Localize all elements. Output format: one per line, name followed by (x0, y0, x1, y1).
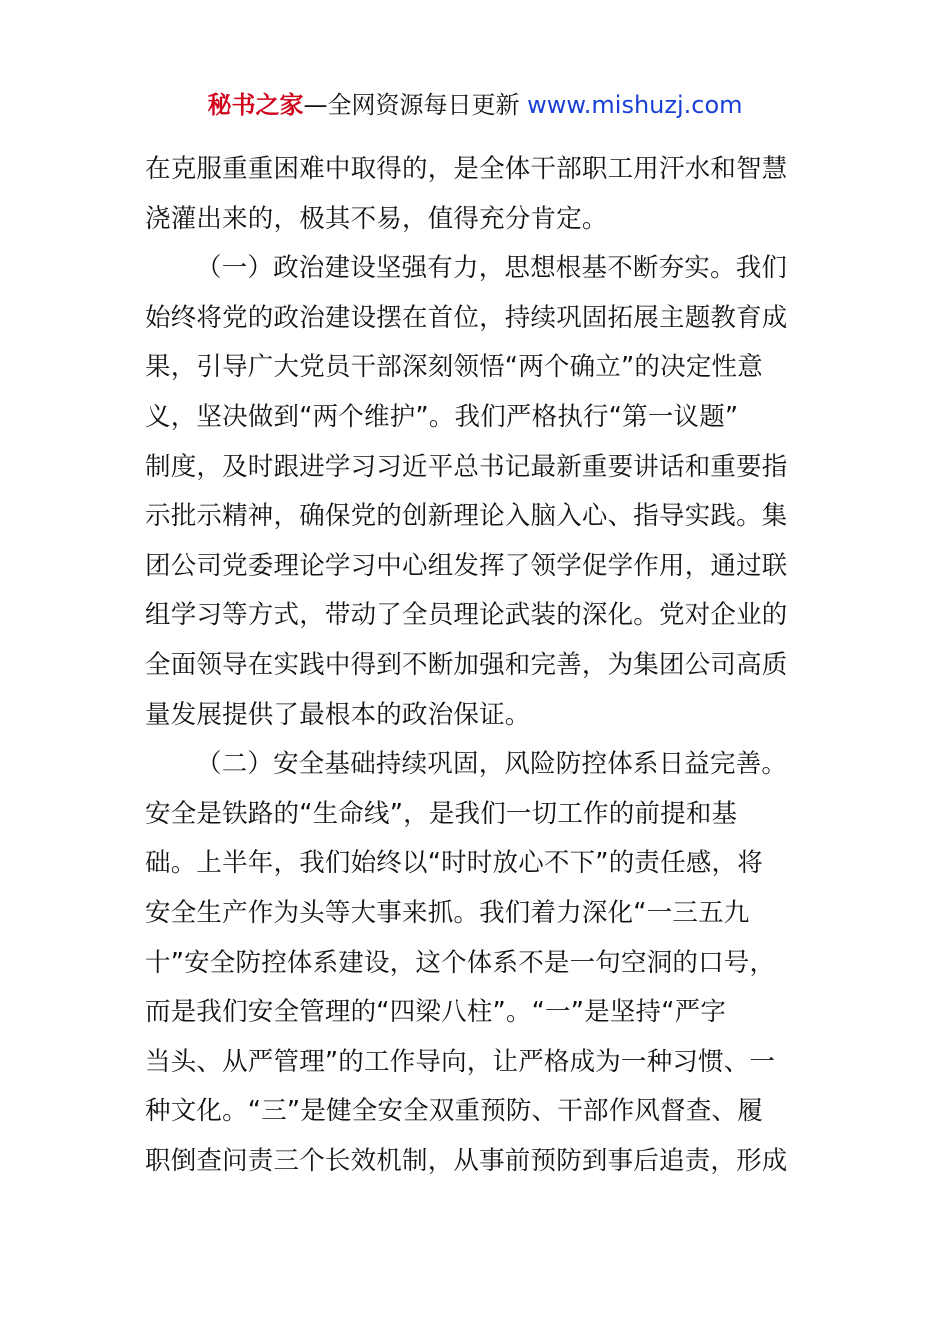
text-line: 安全生产作为头等大事来抓。我们着力深化“一三五九 (145, 897, 750, 928)
site-tagline: —全网资源每日更新 (303, 91, 528, 119)
text-line: 础。上半年，我们始终以“时时放心不下”的责任感，将 (145, 848, 763, 879)
section-heading-line: （二）安全基础持续巩固，风险防控体系日益完善。 (196, 749, 788, 780)
text-line: 职倒查问责三个长效机制，从事前预防到事后追责，形成 (145, 1145, 788, 1176)
text-line: 而是我们安全管理的“四梁八柱”。“一”是坚持“严字 (145, 997, 727, 1028)
text-line: 种文化。“三”是健全安全双重预防、干部作风督查、履 (145, 1096, 763, 1127)
text-line: 安全是铁路的“生命线”，是我们一切工作的前提和基 (145, 798, 738, 829)
text-line: 浇灌出来的，极其不易，值得充分肯定。 (145, 203, 608, 234)
text-line: 团公司党委理论学习中心组发挥了领学促学作用，通过联 (145, 550, 788, 581)
text-line: 量发展提供了最根本的政治保证。 (145, 699, 531, 730)
text-line: 制度，及时跟进学习习近平总书记最新重要讲话和重要指 (145, 451, 788, 482)
site-url-link[interactable]: www.mishuzj.com (527, 91, 743, 119)
text-line: 在克服重重困难中取得的，是全体干部职工用汗水和智慧 (145, 154, 788, 184)
text-line: 当头、从严管理”的工作导向，让严格成为一种习惯、一 (145, 1046, 776, 1077)
site-brand: 秘书之家 (207, 91, 304, 119)
text-line: 始终将党的政治建设摆在首位，持续巩固拓展主题教育成 (145, 302, 788, 333)
text-line: 义，坚决做到“两个维护”。我们严格执行“第一议题” (145, 401, 739, 432)
text-line: 组学习等方式，带动了全员理论武装的深化。党对企业的 (145, 600, 788, 631)
document-body (145, 145, 815, 1186)
section-heading-line: （一）政治建设坚强有力，思想根基不断夯实。我们 (196, 253, 788, 284)
text-line: 十”安全防控体系建设，这个体系不是一句空洞的口号， (145, 947, 776, 978)
text-line: 示批示精神，确保党的创新理论入脑入心、指导实践。集 (145, 501, 788, 532)
page-header (0, 88, 950, 122)
text-line: 果，引导广大党员干部深刻领悟“两个确立”的决定性意 (145, 352, 763, 383)
text-line: 全面领导在实践中得到不断加强和完善，为集团公司高质 (145, 649, 788, 680)
